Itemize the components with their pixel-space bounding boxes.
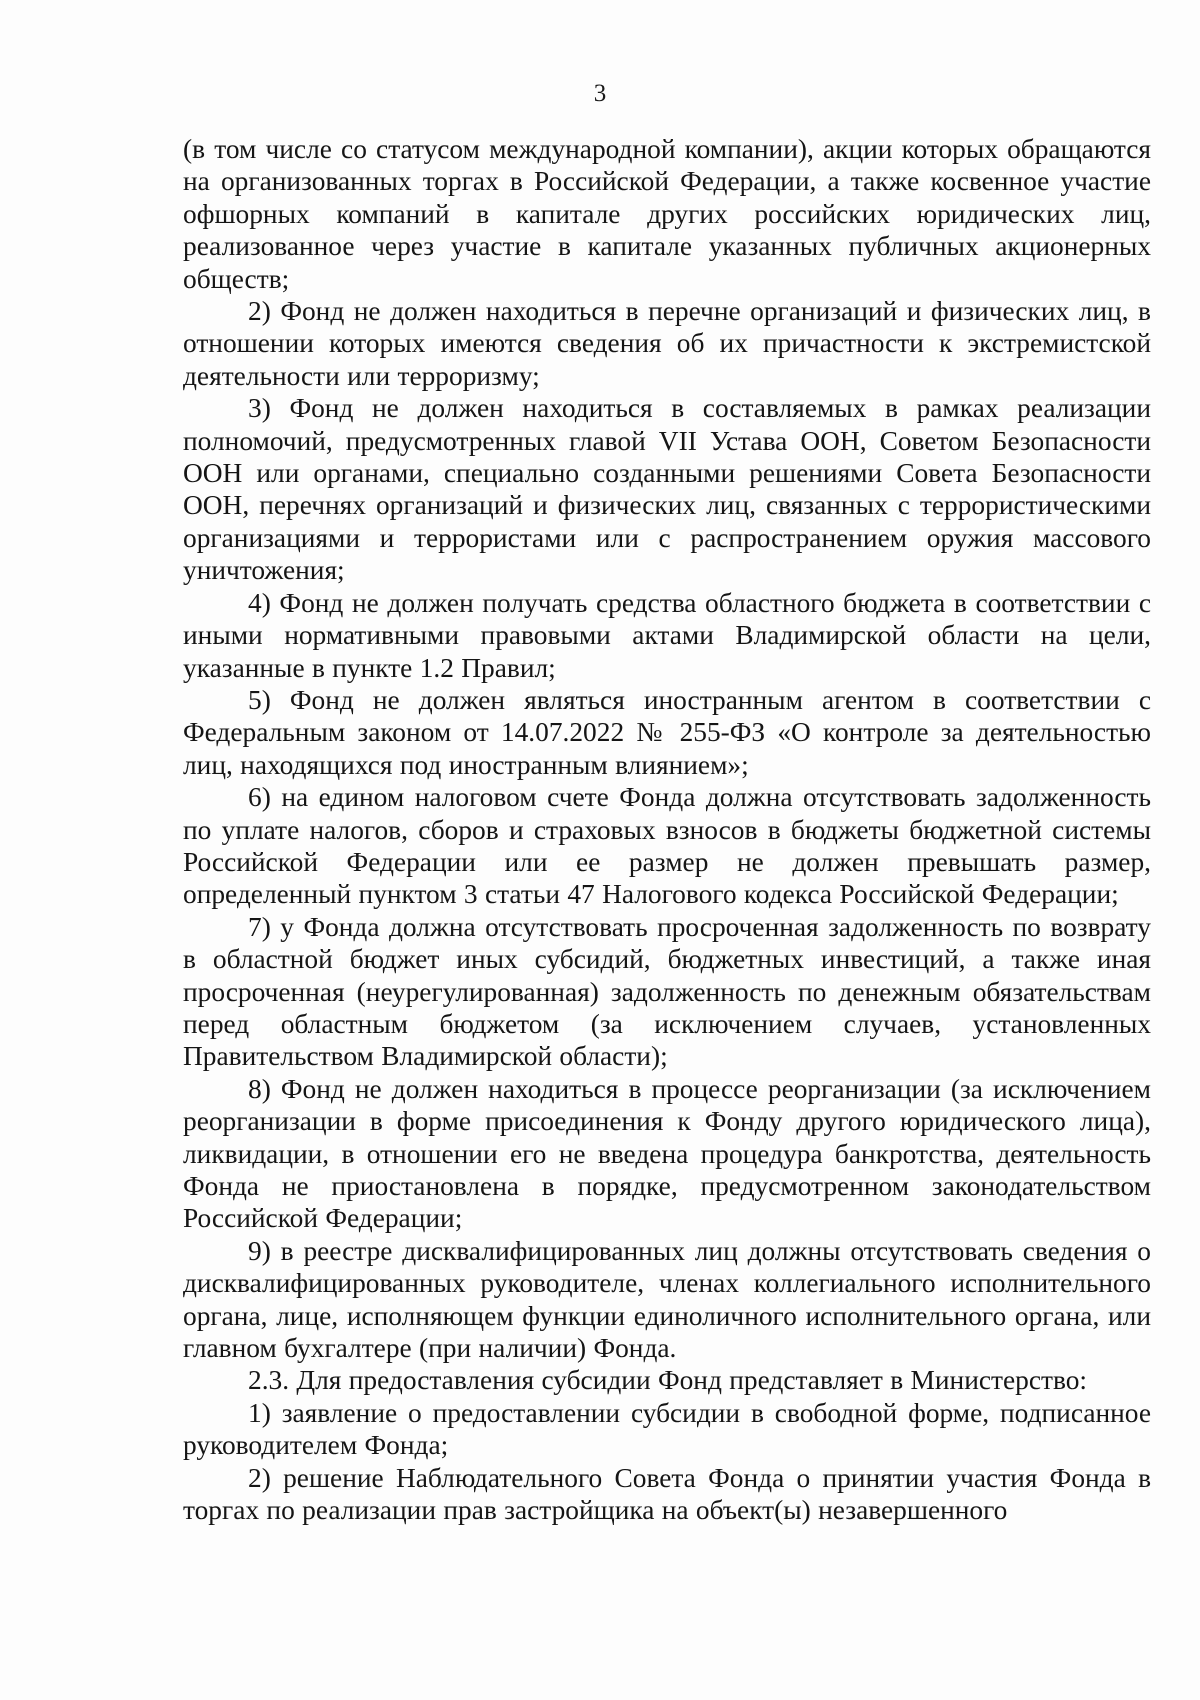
paragraph-12: 2) решение Наблюдательного Совета Фонда о принятии участия Фонда в торгах по реализации прав застройщика на объект(ы) незавершенного (183, 1462, 1151, 1526)
paragraph-5: 5) Фонд не должен являться иностранным агентом в соответствии с Федеральным законом от 14.07.2022 № 255-ФЗ «О контроле за деятельностью лиц, находящихся под иностранным влиянием»; (183, 684, 1151, 780)
paragraph-10: 2.3. Для предоставления субсидии Фонд представляет в Министерство: (248, 1365, 1088, 1396)
paragraph-3: 3) Фонд не должен находиться в составляемых в рамках реализации полномочий, предусмотренных главой VII Устава ООН, Советом Безопасности ООН или органами, специально созданными решениями Совета Безопасности ООН, перечнях организаций и физических лиц, связанных с террористическими организациями и террористами или с распространением оружия массового уничтожения; (183, 393, 1151, 586)
paragraph-8: 8) Фонд не должен находиться в процессе реорганизации (за исключением реорганизации в форме присоединения к Фонду другого юридического лица), ликвидации, в отношении его не введена процедура банкротства, деятельность Фонда не приостановлена в порядке, предусмотренном законодательством Российской Федерации; (183, 1073, 1151, 1234)
page-number: 3 (593, 80, 607, 107)
paragraph-2: 2) Фонд не должен находиться в перечне организаций и физических лиц, в отношении которых имеются сведения об их причастности к экстремистской деятельности или терроризму; (183, 296, 1151, 391)
paragraph-4: 4) Фонд не должен получать средства областного бюджета в соответствии с иными нормативными правовыми актами Владимирской области на цели, указанные в пункте 1.2 Правил; (183, 587, 1151, 683)
paragraph-6: 6) на едином налоговом счете Фонда должна отсутствовать задолженность по уплате налогов, сборов и страховых взносов в бюджеты бюджетной системы Российской Федерации или ее размер не должен превышать размер, определенный пунктом 3 статьи 47 Налогового кодекса Российской Федерации; (183, 782, 1151, 910)
paragraph-9: 9) в реестре дисквалифицированных лиц должны отсутствовать сведения о дисквалифицированных руководителе, членах коллегиального исполнительного органа, лице, исполняющем функции единоличного исполнительного органа, или главном бухгалтере (при наличии) Фонда. (183, 1235, 1151, 1364)
paragraph-11: 1) заявление о предоставлении субсидии в свободной форме, подписанное руководителем Фонда; (183, 1397, 1151, 1461)
paragraph-1: (в том числе со статусом международной компании), акции которых обращаются на организованных торгах в Российской Федерации, а также косвенное участие офшорных компаний в капитале других российских юридических лиц, реализованное через участие в капитале указанных публичных акционерных обществ; (183, 134, 1151, 294)
paragraph-7: 7) у Фонда должна отсутствовать просроченная задолженность по возврату в областной бюджет иных субсидий, бюджетных инвестиций, а также иная просроченная (неурегулированная) задолженность по денежным обязательствам перед областным бюджетом (за исключением случаев, установленных Правительством Владимирской области); (183, 911, 1151, 1072)
document-body (183, 133, 1151, 1526)
